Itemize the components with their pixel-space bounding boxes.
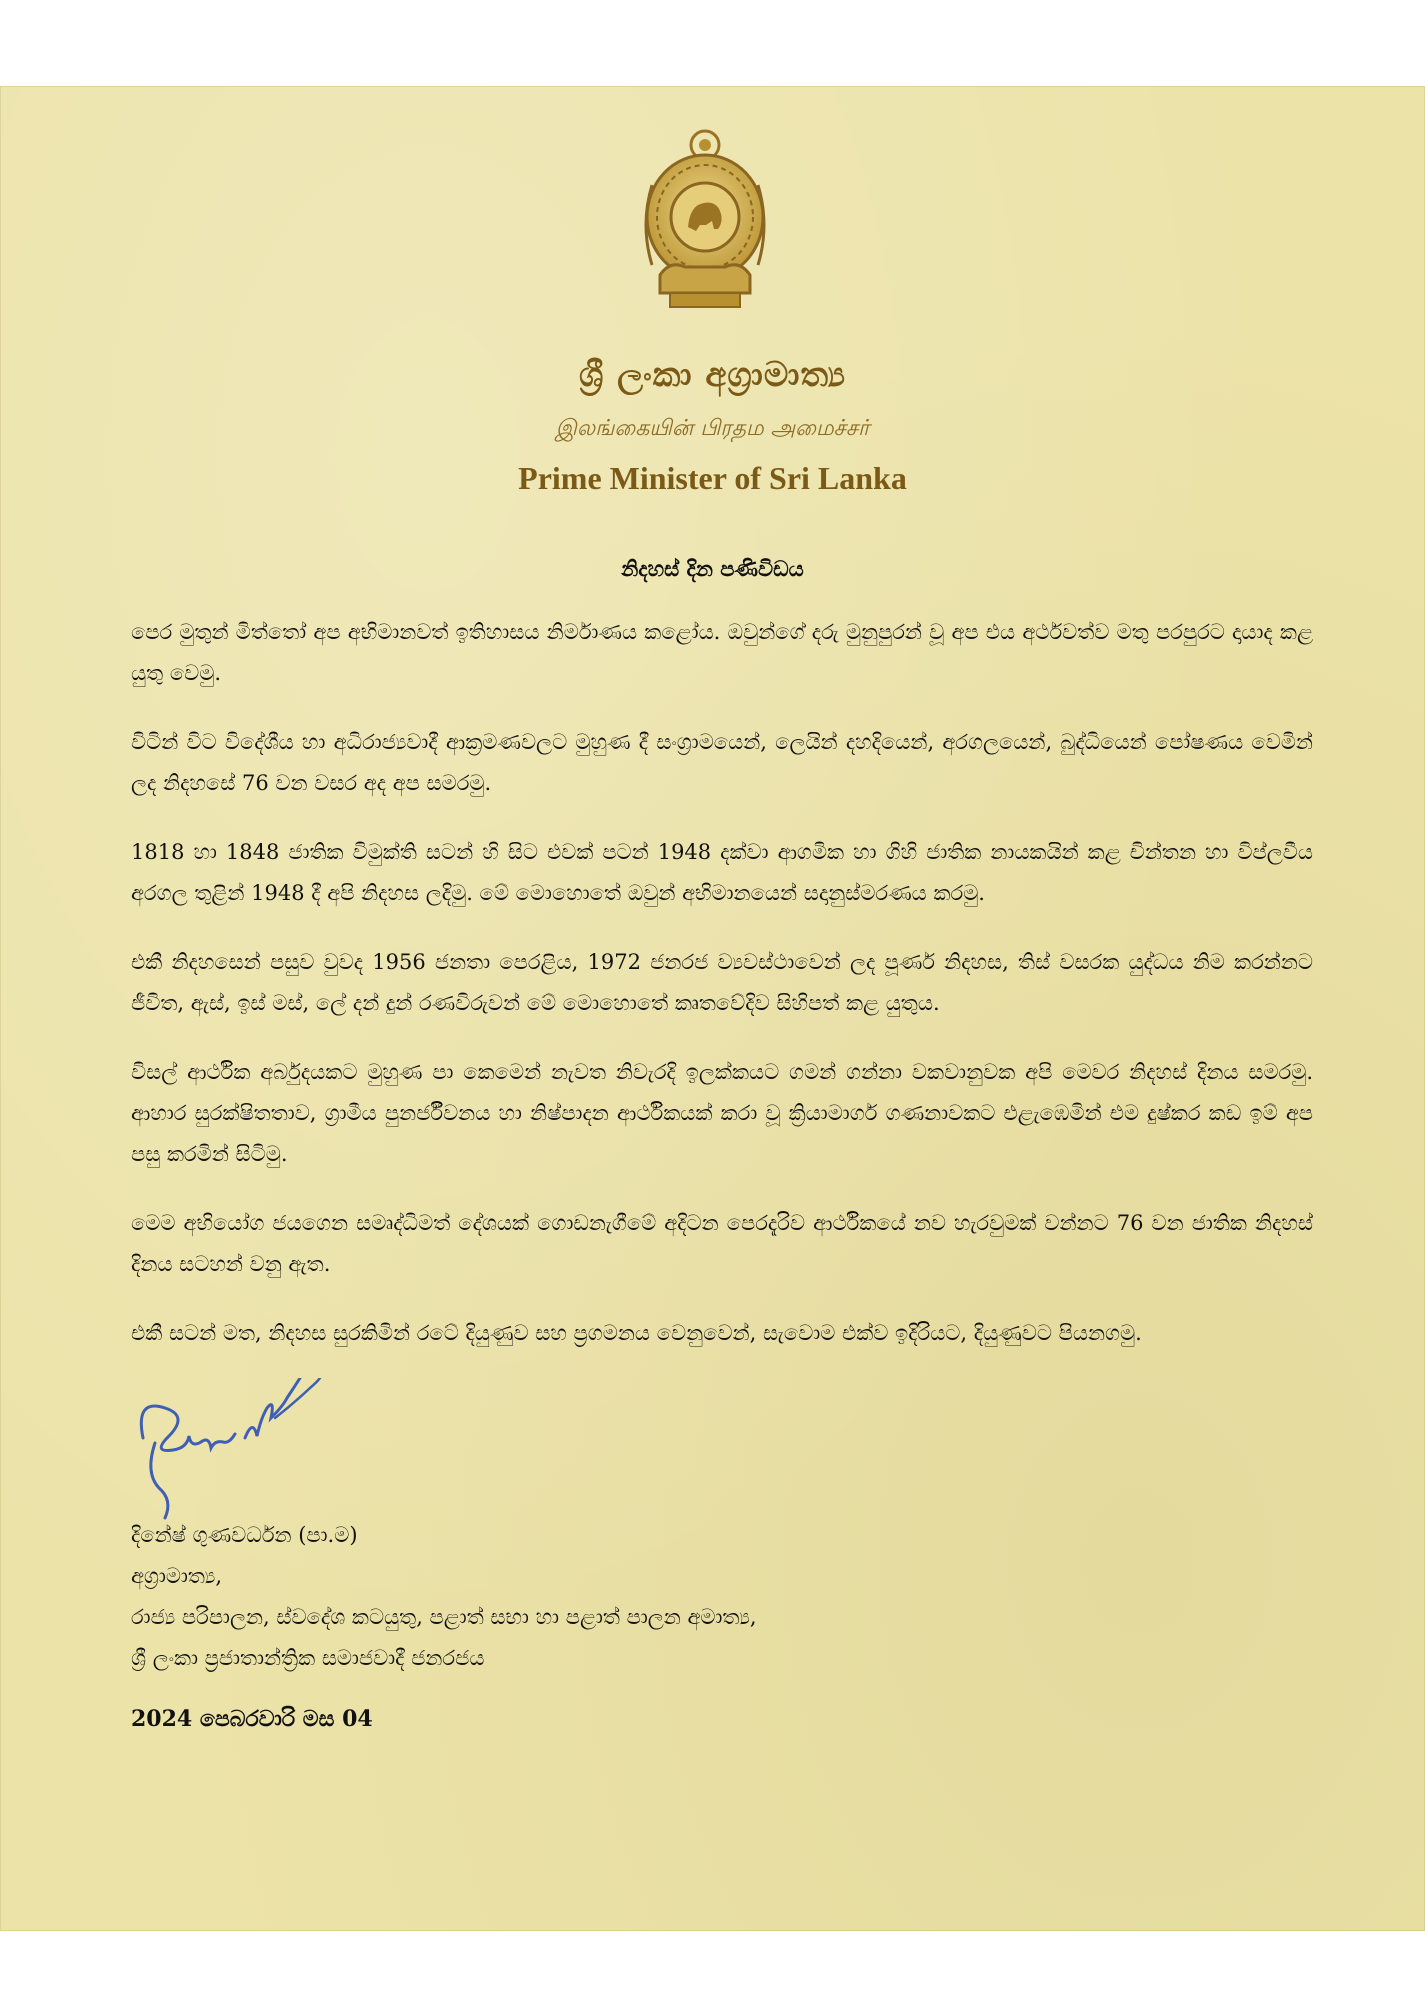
signatory-title: අග්‍රාමාත්‍ය, [131, 1564, 223, 1588]
letterhead-tamil-title: இலங்கையின் பிரதம அமைச்சர் [555, 416, 870, 441]
document-heading: නිදහස් දින පණිවිඩය [621, 556, 804, 581]
paragraph: 1818 හා 1848 ජාතික විමුක්ති සටන් හි සිට එවක් පටන් 1948 දක්වා ආගමික හා ගිහි ජාතික නායකයින් කළ චින්තන හා විප්ලවීය අරගල තුළින් 1948 දී අපි නිදහස ලදිමු. මේ මොහොතේ ඔවුන් අභිමානයෙන් සදානුස්මරණය කරමු. [131, 840, 1313, 905]
paragraph: පෙර මුතුන් මිත්තෝ අප අභිමානවත් ඉතිහාසය නිර්මාණය කළෝය. ඔවුන්ගේ දරු මුනුපුරන් වූ අප එය අර්ථවත්ව මතු පරපුරට දායාද කළ යුතු වෙමු. [131, 620, 1313, 685]
paragraph: විසල් ආර්ථික අර්බුදයකට මුහුණ පා කෙමෙන් නැවත නිවැරදි ඉලක්කයට ගමන් ගන්නා වකවානුවක අපි මෙවර නිදහස් දිනය සමරමු. ආහාර සුරක්ෂිතතාව, ග්‍රාමීය පුනර්ජීවනය හා නිෂ්පාදන ආර්ථිකයක් කරා වූ ක්‍රියාමාර්ග ගණනාවකට එළැඹෙමින් එම දුෂ්කර කඩ ඉම් අප පසු කරමින් සිටිමු. [131, 1060, 1313, 1166]
signatory-title: රාජ්‍ය පරිපාලන, ස්වදේශ කටයුතු, පළාත් සභා හා පළාත් පාලන අමාත්‍ය, [131, 1605, 757, 1629]
signatory-block [131, 1515, 757, 1679]
signature-icon [125, 1378, 375, 1528]
letterhead-english-title: Prime Minister of Sri Lanka [518, 460, 907, 496]
paragraph: විටින් විට විදේශීය හා අධිරාජ්‍යවාදී ආක්‍රමණවලට මුහුණ දී සංග්‍රාමයෙන්, ලෙයින් දහදියෙන්, අරගලයෙන්, බුද්ධියෙන් පෝෂණය වෙමින් ලද නිදහසේ 76 වන වසර අද අප සමරමු. [131, 730, 1313, 795]
signatory-name: දිනේෂ් ගුණවර්ධන (පා.ම) [131, 1523, 358, 1547]
paragraph: එකී සටන් මත, නිදහස සුරකිමින් රටේ දියුණුව සහ ප්‍රගමනය වෙනුවෙන්, සැවොම එක්ව ඉදිරියට, දියුණුවට පියනගමු. [131, 1321, 1142, 1345]
signatory-title: ශ්‍රී ලංකා ප්‍රජාතාන්ත්‍රික සමාජවාදී ජනරජය [131, 1646, 485, 1670]
letterhead-sinhala-title: ශ්‍රී ලංකා අග්‍රාමාත්‍ය [579, 355, 846, 395]
paragraph: එකී නිදහසෙන් පසුව වුවද 1956 ජනතා පෙරළිය, 1972 ජනරජ ව්‍යවස්ථාවෙන් ලද පූර්ණ නිදහස, තිස් වසරක යුද්ධය නිම කරන්නට ජීවිත, ඇස්, ඉස් මස්, ලේ දන් දුන් රණවිරුවන් මේ මොහොතේ කෘතවේදිව සිහිපත් කළ යුතුය. [131, 950, 1313, 1015]
state-emblem-icon [630, 125, 780, 325]
document-date: 2024 පෙබරවාරි මස 04 [131, 1706, 373, 1732]
paragraph: මෙම අභියෝග ජයගෙන සමෘද්ධිමත් දේශයක් ගොඩනැගීමේ අදිටන පෙරදැරිව ආර්ථිකයේ නව හැරවුමක් වන්නට 76 වන ජාතික නිදහස් දිනය සටහන් වනු ඇත. [131, 1211, 1313, 1276]
letter-body [131, 612, 1313, 1382]
